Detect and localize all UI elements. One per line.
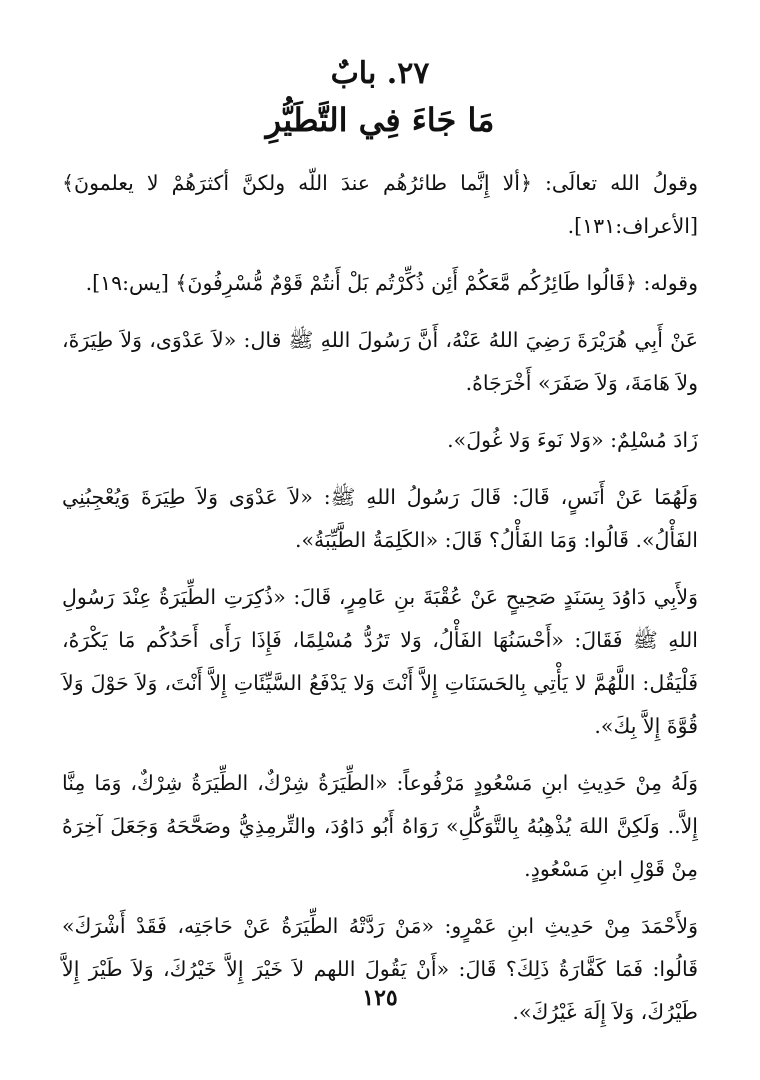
chapter-number: ٢٧. بابٌ: [330, 56, 430, 91]
paragraph-hadith-ibn-masud: وَلَهُ مِنْ حَدِيثِ ابنِ مَسْعُودٍ مَرْفُوعاً: «الطِّيَرَةُ شِرْكٌ، الطِّيَرَةُ شِرْكٌ، وَمَا مِنَّا إِلاَّ.. وَلَكِنَّ اللهَ يُذْهِبُهُ بِالتَّوَكُّلِ» رَوَاهُ أَبُو دَاوُدَ، والتِّرمِذِيُّ وصَحَّحَهُ وَجَعَلَ آخِرَهُ مِنْ قَوْلِ ابنِ مَسْعُودٍ.: [62, 771, 698, 881]
paragraph-muslim-addition: زَادَ مُسْلِمٌ: «وَلا نَوءَ وَلا غُولَ».: [447, 428, 698, 452]
paragraph-hadith-ibn-amr: وَلأَحْمَدَ مِنْ حَدِيثِ ابنِ عَمْرٍو: «مَنْ رَدَّتْهُ الطِّيَرَةُ عَنْ حَاجَتِه، فَقَدْ أَشْرَكَ» قَالُوا: فَمَا كَفَّارَةُ ذَلِكَ؟ قَالَ: «أَنْ يَقُولَ اللهم لاَ خَيْرَ إِلاَّ خَيْرُكَ، وَلاَ طَيْرَ إِلاَّ طَيْرُكَ، وَلاَ إِلَهَ غَيْرُكَ».: [62, 914, 698, 1024]
page-number: ١٢٥: [362, 985, 398, 1011]
chapter-title: مَا جَاءَ فِي التَّطَيُّرِ: [265, 101, 495, 139]
paragraph-hadith-uqba: وَلأَبِي دَاوُدَ بِسَنَدٍ صَحِيحٍ عَنْ عُقْبَةَ بنِ عَامِرٍ، قَالَ: «ذُكِرَتِ الطِّيَرَةُ عِنْدَ رَسُولِ اللهِ ﷺ فَقَالَ: «أَحْسَنُهَا الفَأْلُ، وَلا تَرُدُّ مُسْلِمًا، فَإِذَا رَأَى أَحَدُكُم مَا يَكْرَهُ، فَلْيَقُل: اللَّهُمَّ لا يَأْتِي بِالحَسَنَاتِ إِلاَّ أَنْتَ وَلا يَدْفَعُ السَّيِّئَاتِ إِلاَّ أَنْتَ، وَلاَ حَوْلَ وَلاَ قُوَّةَ إِلاَّ بِكَ».: [62, 585, 698, 738]
paragraph-quran-araf: وقولُ الله تعالَى: ﴿ألا إِنَّما طائرُهُم عندَ اللّه ولكنَّ أكثرَهُمْ لا يعلمونَ﴾ [الأعراف:١٣١].: [62, 171, 698, 238]
paragraph-hadith-anas: وَلَهُمَا عَنْ أَنَسٍ، قَالَ: قَالَ رَسُولُ اللهِ ﷺ: «لاَ عَدْوَى وَلاَ طِيَرَةَ وَيُعْجِبُنِي الفَأْلُ». قَالُوا: وَمَا الفَأْلُ؟ قَالَ: «الكَلِمَةُ الطَّيِّبَةُ».: [62, 485, 698, 552]
paragraph-hadith-abu-hurayra: عَنْ أَبِي هُرَيْرَةَ رَضِيَ اللهُ عَنْهُ، أَنَّ رَسُولَ اللهِ ﷺ قال: «لاَ عَدْوَى، وَلاَ طِيَرَةَ، ولاَ هَامَةَ، وَلاَ صَفَرَ» أَخْرَجَاهُ.: [62, 328, 698, 395]
paragraph-quran-yasin: وقوله: ﴿قَالُوا طَائِرُكُم مَّعَكُمْ أَئِن ذُكِّرْتُم بَلْ أَنتُمْ قَوْمٌ مُّسْرِفُونَ﴾ [يس:١٩].: [85, 271, 698, 295]
